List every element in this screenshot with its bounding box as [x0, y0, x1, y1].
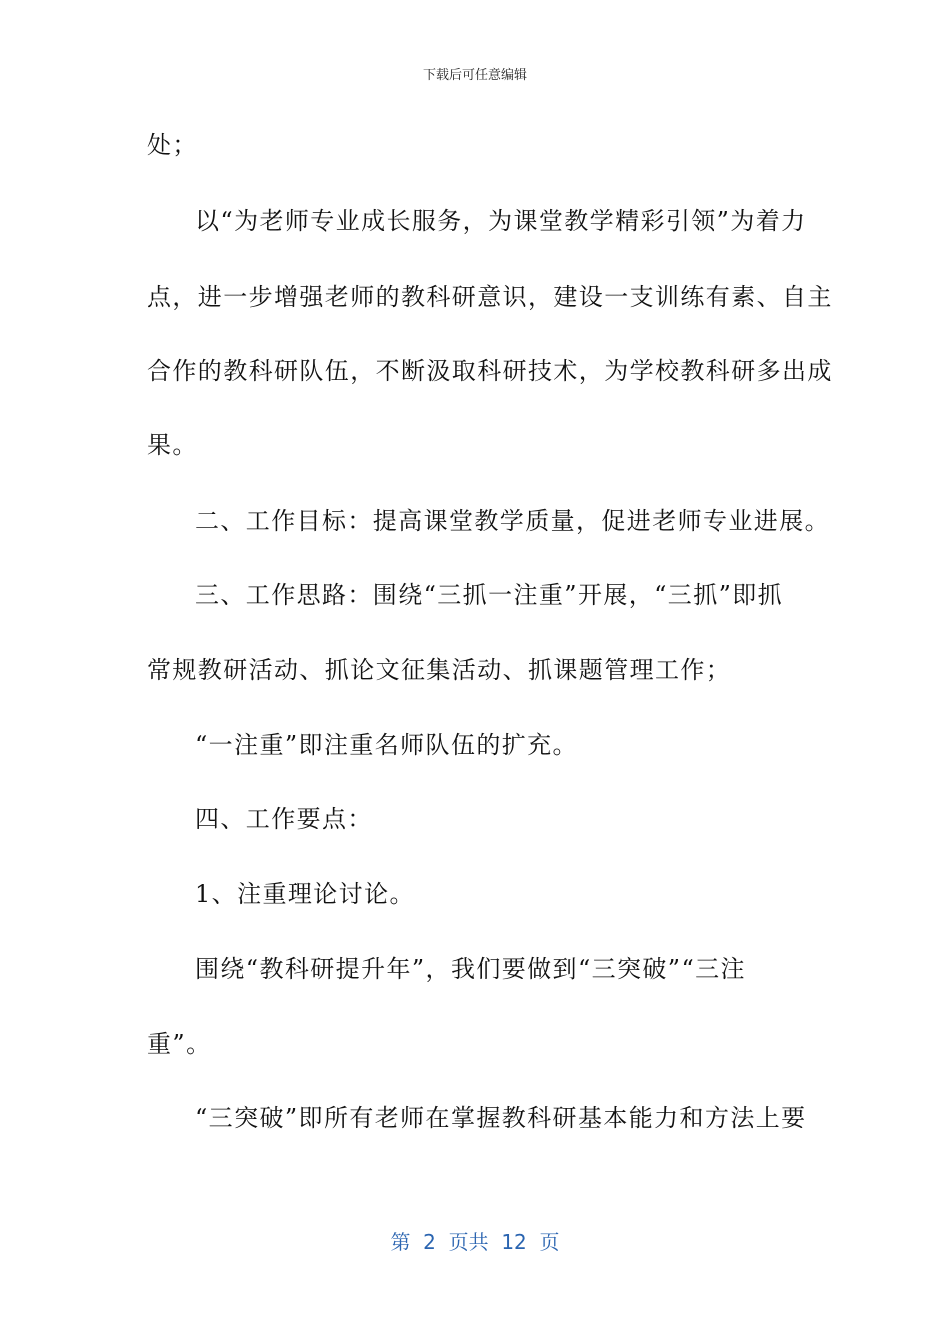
- text-line-3: 点，进一步增强老师的教科研意识，建设一支训练有素、自主: [147, 283, 833, 311]
- text-line-7: 三、工作思路：围绕“三抓一注重”开展，“三抓”即抓: [195, 581, 784, 609]
- text-line-14: “三突破”即所有老师在掌握教科研基本能力和方法上要: [195, 1104, 807, 1132]
- text-line-12: 围绕“教科研提升年”，我们要做到“三突破”“三注: [195, 955, 746, 983]
- text-line-10: 四、工作要点：: [195, 805, 373, 833]
- page-footer: 第 2 页共 12 页: [390, 1230, 560, 1254]
- text-line-6: 二、工作目标：提高课堂教学质量，促进老师专业进展。: [195, 507, 830, 535]
- text-line-13: 重”。: [147, 1030, 212, 1058]
- text-line-2: 以“为老师专业成长服务，为课堂教学精彩引领”为着力: [195, 207, 807, 235]
- text-line-9: “一注重”即注重名师队伍的扩充。: [195, 731, 578, 759]
- text-line-1: 处；: [147, 131, 198, 159]
- text-line-8: 常规教研活动、抓论文征集活动、抓课题管理工作；: [147, 656, 732, 684]
- text-line-11: 1、注重理论讨论。: [195, 880, 415, 908]
- text-line-4: 合作的教科研队伍，不断汲取科研技术，为学校教科研多出成: [147, 357, 833, 385]
- page-header: 下载后可任意编辑: [422, 68, 527, 83]
- text-line-5: 果。: [147, 431, 198, 459]
